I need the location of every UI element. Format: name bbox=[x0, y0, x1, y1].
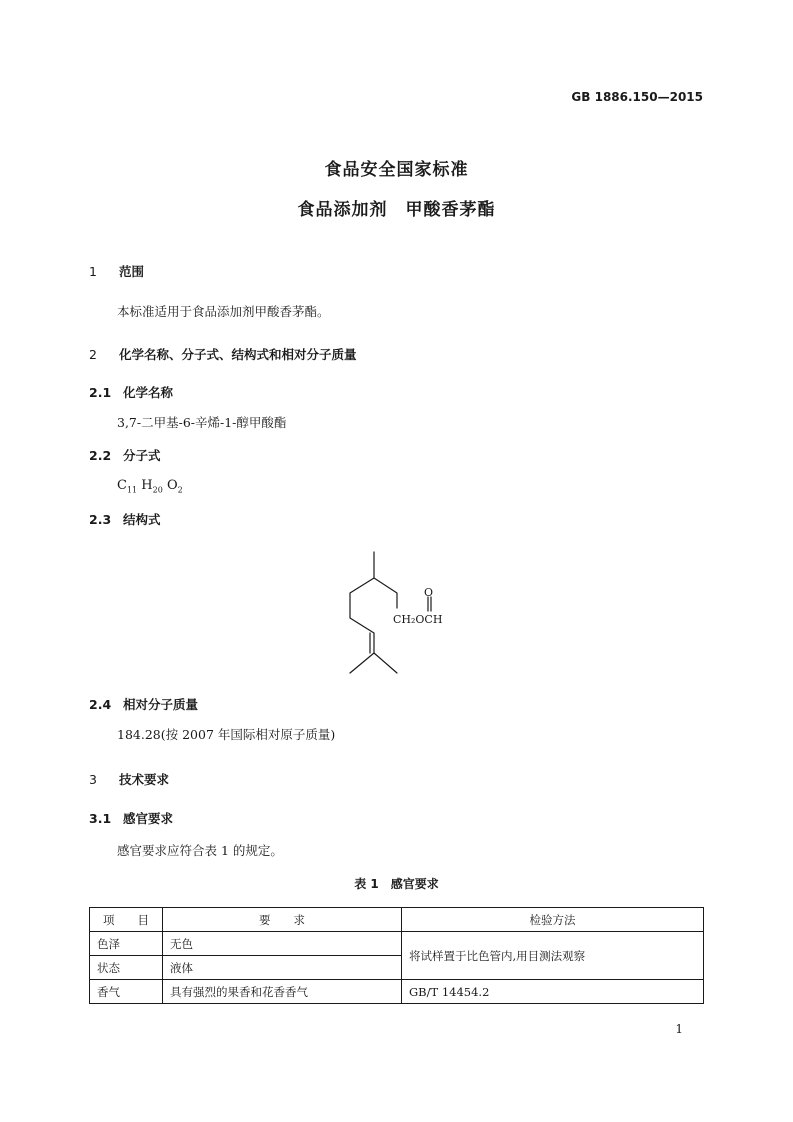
cell-test-method: 将试样置于比色管内,用目测法观察 bbox=[402, 932, 704, 980]
carbonyl-oxygen-label: O bbox=[424, 586, 434, 599]
section-number: 2.3 bbox=[89, 512, 112, 527]
cell-requirement: 无色 bbox=[163, 932, 402, 956]
sensory-requirements-table bbox=[89, 907, 704, 1004]
table-header-row bbox=[90, 908, 704, 932]
cell-item: 色泽 bbox=[90, 932, 163, 956]
section-2-3-heading bbox=[89, 510, 161, 528]
section-number: 2.4 bbox=[89, 697, 112, 712]
cell-requirement: 液体 bbox=[163, 956, 402, 980]
molecular-weight: 184.28(按 2007 年国际相对原子质量) bbox=[117, 727, 336, 742]
section-number: 2.1 bbox=[89, 385, 112, 400]
section-title: 技术要求 bbox=[119, 772, 170, 787]
section-number: 3.1 bbox=[89, 811, 112, 826]
section-number: 2.2 bbox=[89, 448, 112, 463]
section-title: 结构式 bbox=[123, 512, 161, 527]
section-3-1-text: 感官要求应符合表 1 的规定。 bbox=[117, 843, 283, 858]
cell-test-method: GB/T 14454.2 bbox=[402, 980, 704, 1004]
document-subtitle: 食品添加剂 甲酸香茅酯 bbox=[297, 200, 496, 220]
cell-item: 香气 bbox=[90, 980, 163, 1004]
section-2-heading bbox=[89, 345, 357, 363]
section-title: 分子式 bbox=[123, 448, 161, 463]
header-requirement: 要 求 bbox=[163, 908, 402, 932]
standard-code: GB 1886.150—2015 bbox=[571, 90, 703, 104]
structural-formula bbox=[330, 545, 460, 685]
molecular-formula: $C_{11}$ $H_{20}$ $O_2$ bbox=[117, 478, 183, 495]
cell-item: 状态 bbox=[90, 956, 163, 980]
cell-requirement: 具有强烈的果香和花香香气 bbox=[163, 980, 402, 1004]
header-test-method: 检验方法 bbox=[402, 908, 704, 932]
section-2-4-heading bbox=[89, 695, 198, 713]
section-2-2-heading bbox=[89, 446, 161, 464]
document-title: 食品安全国家标准 bbox=[324, 160, 469, 180]
ester-group-label: CH₂OCH bbox=[393, 613, 443, 626]
section-1-heading bbox=[89, 262, 144, 280]
section-1-text: 本标准适用于食品添加剂甲酸香茅酯。 bbox=[117, 304, 330, 319]
section-title: 相对分子质量 bbox=[123, 697, 199, 712]
section-2-1-heading bbox=[89, 383, 173, 401]
table-row bbox=[90, 932, 704, 956]
header-item: 项 目 bbox=[90, 908, 163, 932]
chemical-name: 3,7-二甲基-6-辛烯-1-醇甲酸酯 bbox=[117, 415, 287, 430]
section-title: 范围 bbox=[119, 264, 145, 279]
section-3-1-heading bbox=[89, 809, 173, 827]
section-number: 3 bbox=[89, 772, 97, 787]
table-caption: 表 1 感官要求 bbox=[354, 877, 439, 891]
table-row bbox=[90, 980, 704, 1004]
section-title: 感官要求 bbox=[123, 811, 174, 826]
section-number: 2 bbox=[89, 347, 97, 362]
page-number: 1 bbox=[675, 1022, 683, 1036]
section-title: 化学名称、分子式、结构式和相对分子质量 bbox=[119, 347, 357, 362]
section-3-heading bbox=[89, 770, 169, 788]
section-title: 化学名称 bbox=[123, 385, 174, 400]
section-number: 1 bbox=[89, 264, 97, 279]
